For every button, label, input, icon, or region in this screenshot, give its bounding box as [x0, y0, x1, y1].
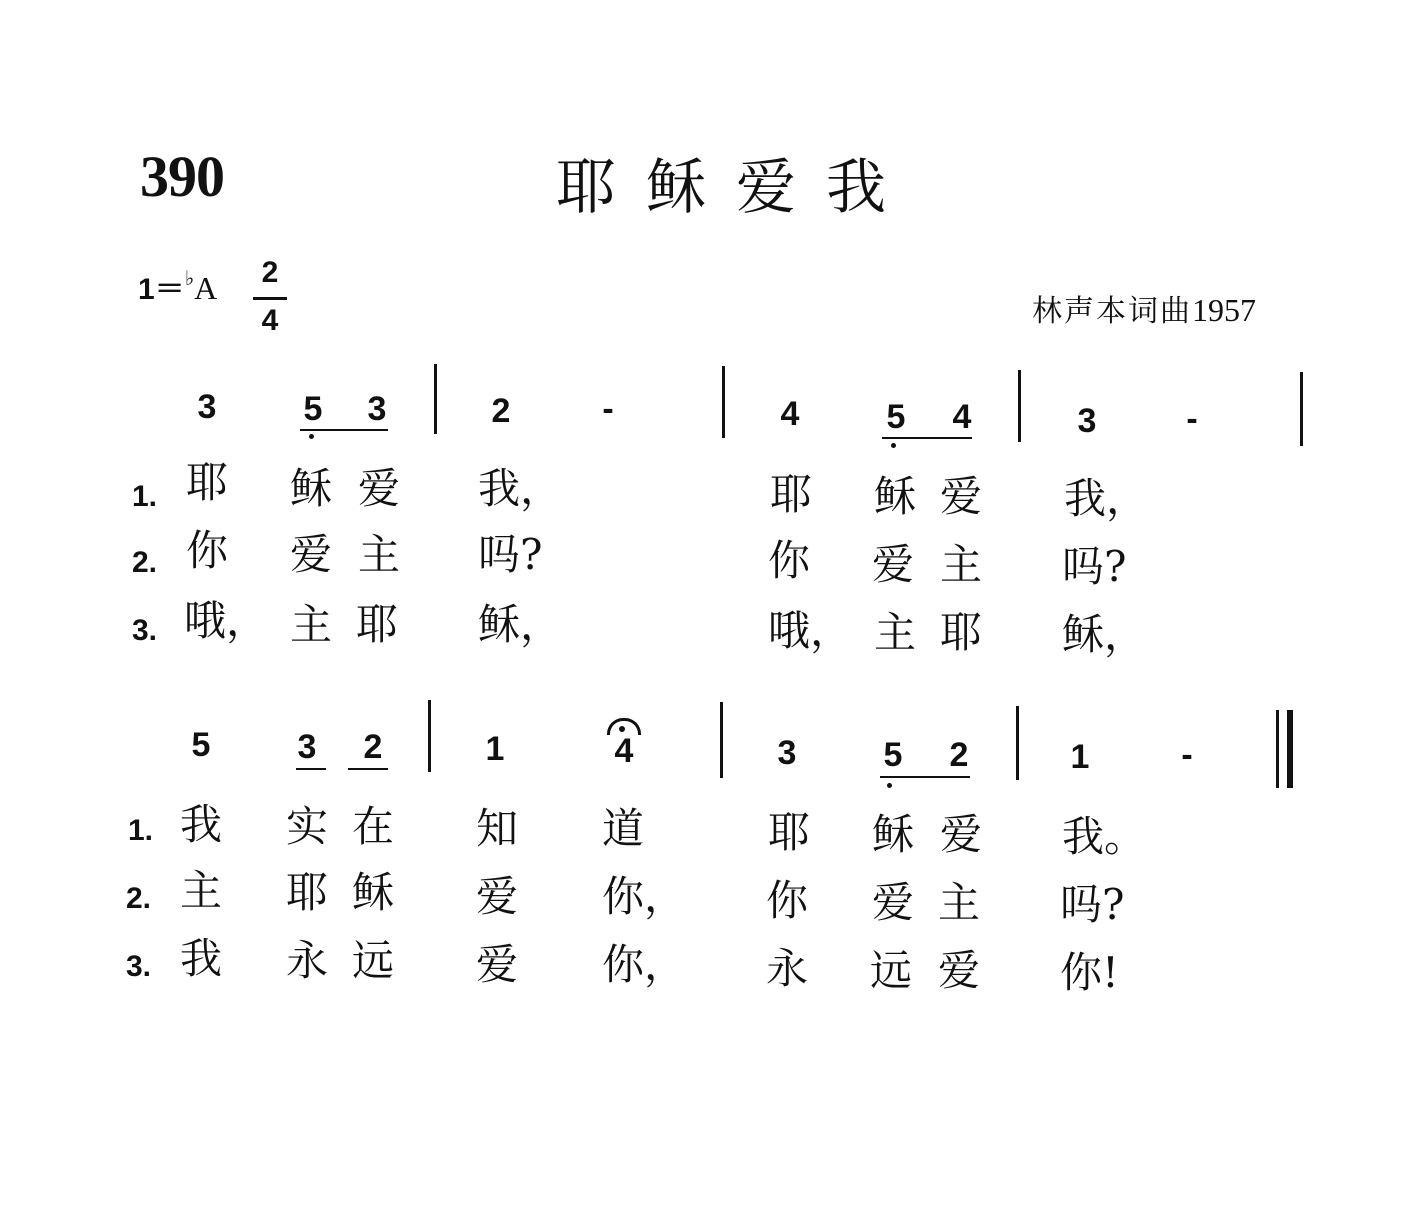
note: 5 [886, 398, 906, 436]
lyric: 你， [602, 872, 687, 921]
bar-line [1300, 372, 1303, 446]
lyric: 吗? [1060, 880, 1125, 929]
note: 1 [485, 730, 505, 768]
verse-number: 1. [128, 814, 154, 847]
verse-number: 1. [132, 480, 158, 513]
note: 5 [883, 736, 903, 774]
lyric: 爱 [476, 940, 519, 989]
lyric: 吗? [478, 530, 543, 579]
bar-line [428, 700, 431, 772]
lyric: 你 [186, 526, 229, 575]
hymn-number: 390 [140, 144, 224, 209]
time-signature-line [253, 297, 287, 300]
final-bar-thin [1276, 710, 1279, 788]
lyric: 你， [602, 940, 687, 989]
eighth-underline [300, 429, 388, 431]
lyric: 在 [352, 802, 395, 851]
note: 2 [491, 392, 511, 430]
lyric: 主 [874, 608, 917, 657]
lyric: 稣 [872, 810, 915, 859]
bar-line [722, 366, 725, 438]
verse-number: 3. [126, 950, 152, 983]
time-signature-top: 2 [261, 256, 279, 289]
lyric: 永 [286, 936, 329, 985]
key-signature [138, 266, 218, 306]
note: 5 [191, 726, 211, 764]
low-octave-dot [891, 443, 896, 448]
lyric: 爱 [940, 472, 983, 521]
lyric: 你 [766, 876, 809, 925]
lyric: 耶 [186, 458, 229, 507]
lyric: 耶 [940, 608, 983, 657]
note: 2 [949, 736, 969, 774]
low-octave-dot [309, 434, 314, 439]
note: 5 [303, 390, 323, 428]
composition-year: 1957 [1192, 292, 1256, 328]
lyric: 爱 [938, 946, 981, 995]
lyric: 主 [940, 540, 983, 589]
lyric: 稣 [352, 868, 395, 917]
lyric: 耶 [770, 470, 813, 519]
note: 3 [197, 388, 217, 426]
lyric: 主 [358, 530, 401, 579]
note: 4 [614, 732, 634, 770]
lyric: 爱 [358, 464, 401, 513]
lyric: 爱 [290, 530, 333, 579]
lyric: 远 [870, 946, 913, 995]
eighth-underline [882, 437, 972, 439]
note: 3 [367, 390, 387, 428]
lyric: 耶 [768, 808, 811, 857]
lyric: 稣， [1062, 610, 1147, 659]
bar-line [1018, 370, 1021, 442]
lyric: 哦， [768, 606, 853, 655]
note: 3 [777, 734, 797, 772]
author-name: 林声本词曲 [1032, 294, 1192, 329]
lyric: 你! [1060, 948, 1119, 997]
flat-sign: ♭ [184, 266, 195, 290]
lyric: 主 [290, 600, 333, 649]
bar-line [434, 364, 437, 434]
lyric: 道 [602, 804, 645, 853]
lyric: 我 [180, 934, 223, 983]
key-prefix: 1＝ [138, 273, 185, 306]
lyric: 稣 [290, 464, 333, 513]
eighth-underline [880, 776, 970, 778]
note: 2 [363, 728, 383, 766]
lyric: 远 [352, 936, 395, 985]
lyric: 爱 [872, 878, 915, 927]
lyric: 我， [478, 464, 563, 513]
lyric: 耶 [286, 868, 329, 917]
lyric: 我， [1064, 474, 1149, 523]
note: 4 [952, 398, 972, 436]
verse-number: 2. [126, 882, 152, 915]
lyric: 你 [768, 536, 811, 585]
lyric: 永 [766, 944, 809, 993]
lyric: 稣， [478, 600, 563, 649]
hymn-title: 耶稣爱我 [556, 153, 916, 223]
lyric: 耶 [356, 600, 399, 649]
verse-number: 2. [132, 546, 158, 579]
lyric: 知 [476, 804, 519, 853]
dash: - [1186, 400, 1198, 438]
lyric: 爱 [476, 872, 519, 921]
verse-number: 3. [132, 614, 158, 647]
dash: - [1181, 736, 1193, 774]
bar-line [1016, 706, 1019, 780]
lyric: 吗? [1062, 542, 1127, 591]
time-signature-bottom: 4 [261, 304, 279, 337]
note: 1 [1070, 738, 1090, 776]
dash: - [602, 390, 614, 428]
key-letter: A [194, 270, 218, 306]
eighth-underline [348, 768, 388, 770]
lyric: 我 [180, 800, 223, 849]
note: 4 [780, 395, 800, 433]
lyric: 爱 [872, 540, 915, 589]
eighth-underline [296, 768, 326, 770]
lyric: 哦， [184, 596, 269, 645]
lyric: 主 [180, 866, 223, 915]
final-bar-thick [1287, 710, 1293, 788]
lyric: 稣 [874, 472, 917, 521]
note: 3 [1077, 402, 1097, 440]
lyric: 爱 [940, 810, 983, 859]
bar-line [720, 702, 723, 778]
lyric: 主 [938, 878, 981, 927]
lyric: 我。 [1062, 812, 1147, 861]
low-octave-dot [887, 783, 892, 788]
note: 3 [297, 728, 317, 766]
author-credit [1032, 294, 1256, 327]
lyric: 实 [286, 802, 329, 851]
